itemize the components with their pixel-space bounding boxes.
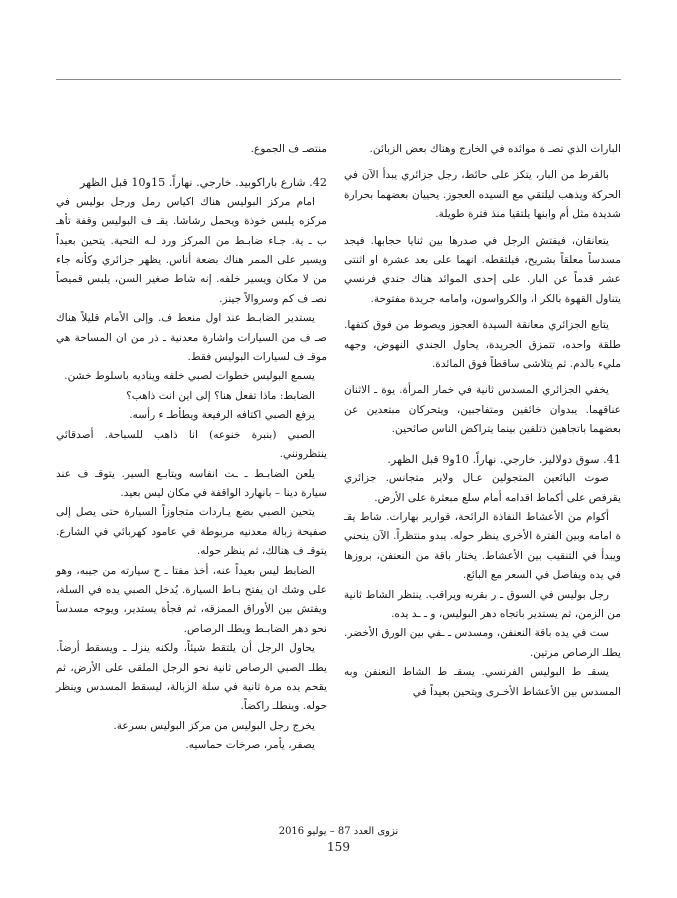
scene-heading: 42. شارع باراكوبيد. خارجي. نهاراً. 15و10 قبل الظهر	[79, 176, 327, 190]
paragraph: أكوام من الأعشاط النفاذة الرائحة، قوارير بهارات. شاط يقـ ة امامه وبين الفترة الأخرى ينظر حوله. يبدو منتظراً. الآن ينحني ويبدأ في التنقيب بين الأعشاط. يختار باقة من النعنفن، بروزها في يده ويفاصل في السعر مع البائع.	[344, 510, 621, 582]
paragraph: يتعانقان، فيفتش الرجل في صدرها بين ثنايا حجابها. فيجد مسدساً معلقاً بشريح، فيلتقطه. انهما على بعد عشرة او اثنتى عشر قدماً عن البار. على إحدى الموائد هناك جندي فرنسي يتناول القهوة بالكر ا، والكرواسون، وامامه جريدة مفتوحة.	[344, 234, 621, 305]
paragraph: يصفر، يأمر، صرخات حماسيه.	[185, 739, 315, 752]
paragraph: يسقـ ط البوليس الفرنسي. يسقـ ط الشاط النعنفن وبه المسدس بين الأعشاط الأخـرى ويتحين بعيداً في	[344, 666, 621, 698]
paragraph: يتابع الجزائري معانقة السيدة العجوز ويصوط من فوق كتفها. طلقة واحده، تتمزق الجريدة، يحاول الجندي النهوض، وجهه مليء بالدم. ثم يتلاشى ساقطاً فوق المائدة.	[344, 319, 621, 371]
paragraph: بالقرط من البار، يتكز على حائط، رجل جزائري يبدأ الآن في الحركة ويذهب ليلتقي مع السيده العجوز. يحييان بعضهما بحرارة شديدة مثل أم وابنها يلتقيا منذ فترة طويلة.	[344, 169, 621, 221]
paragraph: الضابط ليس بعيداً عنه، أخذ مفتا ـ ح سيارته من جيبه، وهو على وشك ان يفتح بـاط السيارة. يُدخل الصبي يده في السلة، ويفتش بين الأوراق الممزقه، ثم فجأة يستدير، ويوجه مسدساً نحو دهر الضابـط ويطلـ الرصاص.	[56, 564, 327, 635]
paragraph: يخرج رجل البوليس من مركز البوليس بسرعة.	[113, 719, 315, 732]
paragraph: يسمع البوليس خطوات لصبي خلفه ويناديه باسلوط خشن.	[64, 370, 315, 383]
scene-heading: 41. سوق دولاليز. خارجي. نهاراً. 10و9 قبل الظهر.	[387, 452, 621, 466]
paragraph: ست في يده باقة النعنفن، ومسدس ـ ـفي بين الورق الأخضر. يطلـ الرصاص مرتين.	[344, 627, 621, 659]
footer-issue: نزوى العدد 87 – يوليو 2016	[278, 826, 399, 837]
paragraph: يحاول الرجل أن يلتقط شيئاً، ولكنه ينزلـ ـ ويسقط أرضاً. يطلـ الصبي الرصاص ثانية نحو الرجل الملقى على الأرض، ثم يقحم يده مرة ثانية في سلة الزبالة، ليسقط المسدس وينظر حوله. وينطلـ راكضاً.	[56, 642, 327, 713]
paragraph: يخفي الجزائري المسدس ثانية في خمار المرأة. يوة ـ الاثنان عناقهما. يبدوان خائفين ومتفاجبين، ويتحركان مبتعدين عن بعضهما باتجاهين ذتلفين بينما يتراكض الناس صائحين.	[344, 384, 621, 436]
left-column	[56, 140, 327, 756]
dialogue-line: الضابط: ماذا تفعل هنا؟ إلى اين انت ذاهب؟	[126, 389, 315, 402]
paragraph: صوت البائعين المتجولين عـال ولاير متجانس. جزائري يقرفص على أكماط اقدامه أمام سلع مبعثرة على الأرض.	[344, 472, 621, 504]
paragraph: البارات الذي تصـ ة موائده في الخارج وهناك بعض الزبائن.	[369, 143, 621, 155]
paragraph: يتحين الصبي بضع يـاردات متجاوزاً السيارة حتى يصل إلى صفيحة زبالة معدنيه مربوطة في عامود كهربائي في الشارع. يتوقـ ف هنالك، ثم ينظر حوله.	[56, 506, 327, 558]
paragraph: امام مركز البوليس هناك اكياس رمل ورجل بوليس في مركزه يلبس خوذة ويحمل رشاشا. يقـ ف البوليس وقفة تأهـ ب ـ ية. جـاء ضابـط من المركز ورد لـه التحية. يتحين بعيداً ويسير على الممر هناك بضعة أناس. يظهر جزائري وكأنه جاء من لا مكان ويسير خلفه. إنه شاط صغير السن، يلبس قميصاً نصـ ف كم وسروالاً جينز.	[56, 195, 327, 305]
page-number: 159	[327, 840, 350, 854]
paragraph: منتصـ ف الجموع.	[250, 143, 327, 155]
paragraph: رجل بوليس في السوق ـ ر بقربه ويراقب. ينتظر الشاط ثانية من الزمن، ثم يستدير باتجاه دهر البوليس، و ـ ـد يده.	[344, 588, 621, 620]
paragraph: يرفع الصبي اكتافه الرفيعة ويطأطـ ء رأسه.	[129, 409, 315, 422]
paragraph: يستدير الضابـط عند اول منعط ف. وإلى الأمام قليلاً هناك صـ ف من السيارات واشارة معدنية ـ ذر من ان المساحة هي موقـ ف لسيارات البوليس فقط.	[56, 312, 327, 364]
paragraph: يلعن الضابـط ـ ـت انفاسه ويتابـع السير. يتوقـ ف عند سيارة دينا – بانهارد الواقفة في مكان ليس بعيد.	[56, 467, 327, 499]
header-rule	[56, 79, 621, 80]
dialogue-line: الصبي (بنبرة خنوعه) انا ذاهب للسباحة. أصدقائي ينتظرونني.	[56, 428, 327, 461]
right-column	[344, 140, 621, 702]
